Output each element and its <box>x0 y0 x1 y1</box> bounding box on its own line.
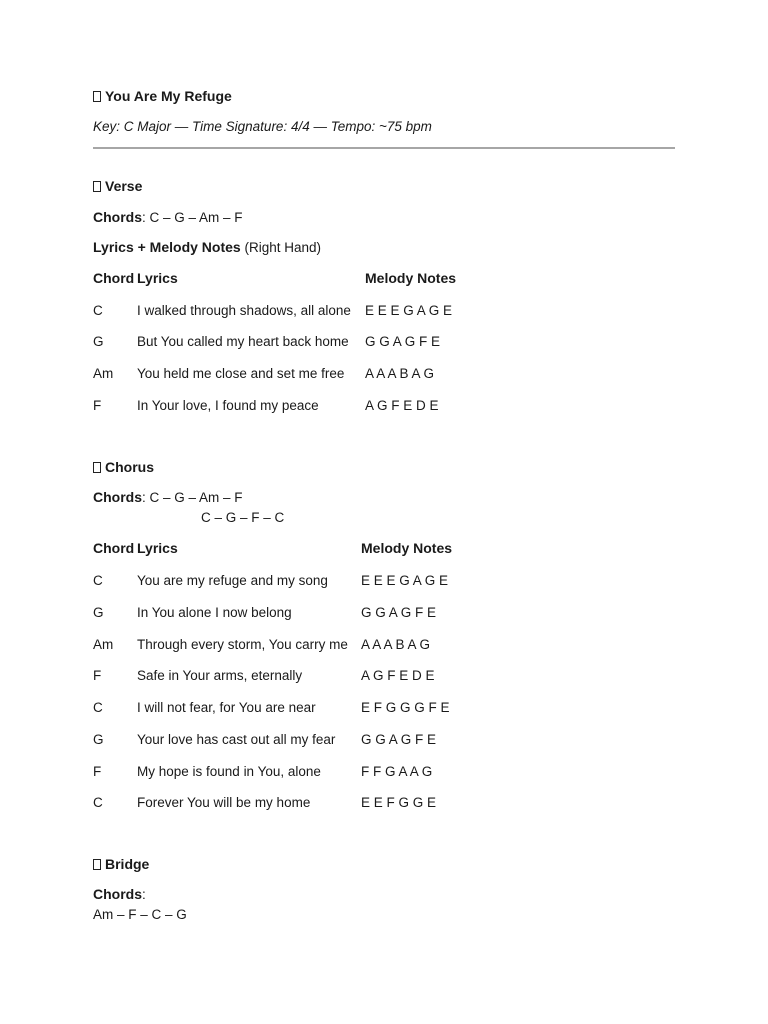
song-title-text: You Are My Refuge <box>105 88 232 104</box>
verse-chords: : C – G – Am – F <box>142 210 243 225</box>
chorus-chords: : C – G – Am – F <box>142 490 243 505</box>
verse-row-chord: C <box>93 303 103 318</box>
horizontal-divider <box>93 147 675 149</box>
bridge-chords-suffix: : <box>142 887 146 902</box>
verse-col-lyrics: Lyrics <box>137 270 178 286</box>
song-title <box>93 88 232 104</box>
chorus-row-chord: F <box>93 668 102 683</box>
chorus-row-chord: C <box>93 700 103 715</box>
chorus-col-melody: Melody Notes <box>361 540 453 556</box>
verse-row-lyric: You held me close and set me free <box>137 366 345 381</box>
chorus-row-lyric: You are my refuge and my song <box>137 573 328 588</box>
chorus-row-melody: E E F G G E <box>361 795 437 810</box>
chorus-chords-label: Chords <box>93 489 142 505</box>
chorus-row-melody: G G A G F E <box>361 732 437 747</box>
missing-glyph-icon <box>93 181 101 192</box>
verse-row-lyric: I walked through shadows, all alone <box>137 303 351 318</box>
chorus-row-lyric: Safe in Your arms, eternally <box>137 668 303 683</box>
chorus-row-melody: A A A B A G <box>361 637 431 652</box>
verse-lyrics-label <box>93 239 321 255</box>
chorus-chords-line-2: C – G – F – C <box>201 510 285 525</box>
chorus-row-lyric: My hope is found in You, alone <box>137 764 321 779</box>
bridge-chords-label: Chords <box>93 886 142 902</box>
chorus-col-lyrics: Lyrics <box>137 540 178 556</box>
bridge-chords: Am – F – C – G <box>93 907 187 922</box>
verse-heading <box>93 178 142 194</box>
verse-chords-line <box>93 209 243 225</box>
verse-row-melody: A A A B A G <box>365 366 435 381</box>
bridge-heading <box>93 856 149 872</box>
chorus-row-chord: Am <box>93 637 114 652</box>
chorus-row-lyric: In You alone I now belong <box>137 605 292 620</box>
verse-col-melody: Melody Notes <box>365 270 457 286</box>
verse-col-chord: Chord <box>93 270 135 286</box>
chorus-row-lyric: Your love has cast out all my fear <box>137 732 336 747</box>
verse-heading-text: Verse <box>105 178 143 194</box>
chorus-row-chord: F <box>93 764 102 779</box>
verse-row-lyric: But You called my heart back home <box>137 334 349 349</box>
chorus-row-melody: A G F E D E <box>361 668 435 683</box>
missing-glyph-icon <box>93 859 101 870</box>
chorus-heading <box>93 459 154 475</box>
chorus-row-chord: G <box>93 732 104 747</box>
verse-lyrics-label-note: (Right Hand) <box>240 240 321 255</box>
bridge-chords-label-line <box>93 886 146 902</box>
verse-row-melody: E E E G A G E <box>365 303 453 318</box>
chorus-heading-text: Chorus <box>105 459 154 475</box>
chorus-chords-line <box>93 489 243 505</box>
bridge-heading-text: Bridge <box>105 856 150 872</box>
missing-glyph-icon <box>93 462 101 473</box>
chorus-row-melody: E F G G G F E <box>361 700 450 715</box>
chorus-col-chord: Chord <box>93 540 135 556</box>
chorus-row-lyric: Forever You will be my home <box>137 795 311 810</box>
verse-row-melody: A G F E D E <box>365 398 439 413</box>
missing-glyph-icon <box>93 91 101 102</box>
chorus-row-melody: E E E G A G E <box>361 573 449 588</box>
verse-row-chord: F <box>93 398 102 413</box>
verse-lyrics-label-bold: Lyrics + Melody Notes <box>93 239 241 255</box>
chorus-row-chord: C <box>93 573 103 588</box>
verse-row-chord: Am <box>93 366 114 381</box>
verse-row-lyric: In Your love, I found my peace <box>137 398 319 413</box>
verse-chords-label: Chords <box>93 209 142 225</box>
chorus-row-lyric: I will not fear, for You are near <box>137 700 316 715</box>
song-meta: Key: C Major — Time Signature: 4/4 — Tempo: ~75 bpm <box>93 119 432 134</box>
chorus-row-melody: G G A G F E <box>361 605 437 620</box>
chorus-row-lyric: Through every storm, You carry me <box>137 637 348 652</box>
verse-row-melody: G G A G F E <box>365 334 441 349</box>
verse-row-chord: G <box>93 334 104 349</box>
chorus-row-chord: C <box>93 795 103 810</box>
chorus-row-chord: G <box>93 605 104 620</box>
chorus-row-melody: F F G A A G <box>361 764 433 779</box>
